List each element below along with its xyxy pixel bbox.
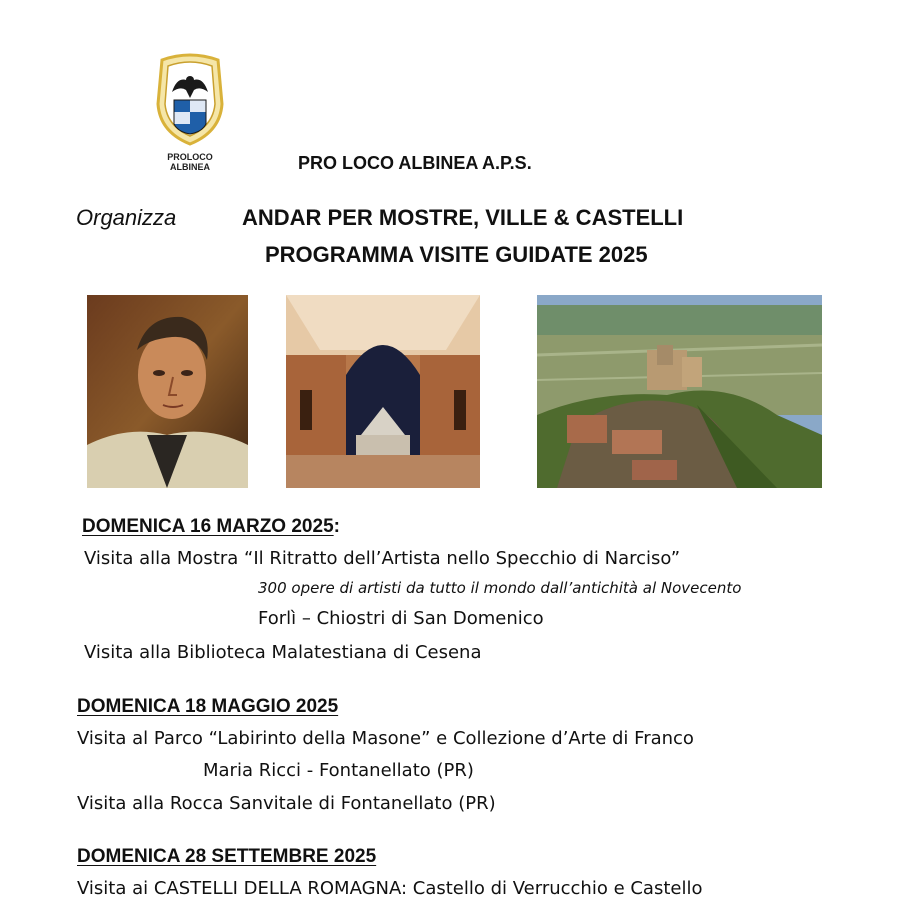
event-3-line-1: Visita ai CASTELLI DELLA ROMAGNA: Castello di Verrucchio e Castello [77,878,703,899]
logo-text-line-2: ALBINEA [170,162,210,172]
program-title-line-1: ANDAR PER MOSTRE, VILLE & CASTELLI [242,205,684,230]
event-2-line-3: Visita alla Rocca Sanvitale di Fontanellato (PR) [77,793,496,814]
event-1-line-2: 300 opere di artisti da tutto il mondo dall’antichità al Novecento [258,579,742,597]
labyrinth-arches-image [286,295,480,488]
organizza-label: Organizza [76,205,177,230]
event-1-line-1: Visita alla Mostra “Il Ritratto dell’Artista nello Specchio di Narciso” [84,548,681,569]
event-2-line-2: Maria Ricci - Fontanellato (PR) [203,760,474,781]
program-title-line-2: PROGRAMMA VISITE GUIDATE 2025 [265,242,648,267]
event-1-date: DOMENICA 16 MARZO 2025: [82,516,340,537]
organization-name: PRO LOCO ALBINEA A.P.S. [298,153,532,173]
portrait-painting-image [87,295,248,488]
event-1-line-3: Forlì – Chiostri di San Domenico [258,608,544,629]
event-1-line-4: Visita alla Biblioteca Malatestiana di Cesena [84,642,482,663]
event-2-date: DOMENICA 18 MAGGIO 2025 [77,696,339,717]
proloco-crest-logo [150,52,230,148]
event-3-date: DOMENICA 28 SETTEMBRE 2025 [77,846,377,867]
event-2-line-1: Visita al Parco “Labirinto della Masone” e Collezione d’Arte di Franco [77,728,694,749]
castle-landscape-image [537,295,822,488]
logo-text-line-1: PROLOCO [167,152,213,162]
